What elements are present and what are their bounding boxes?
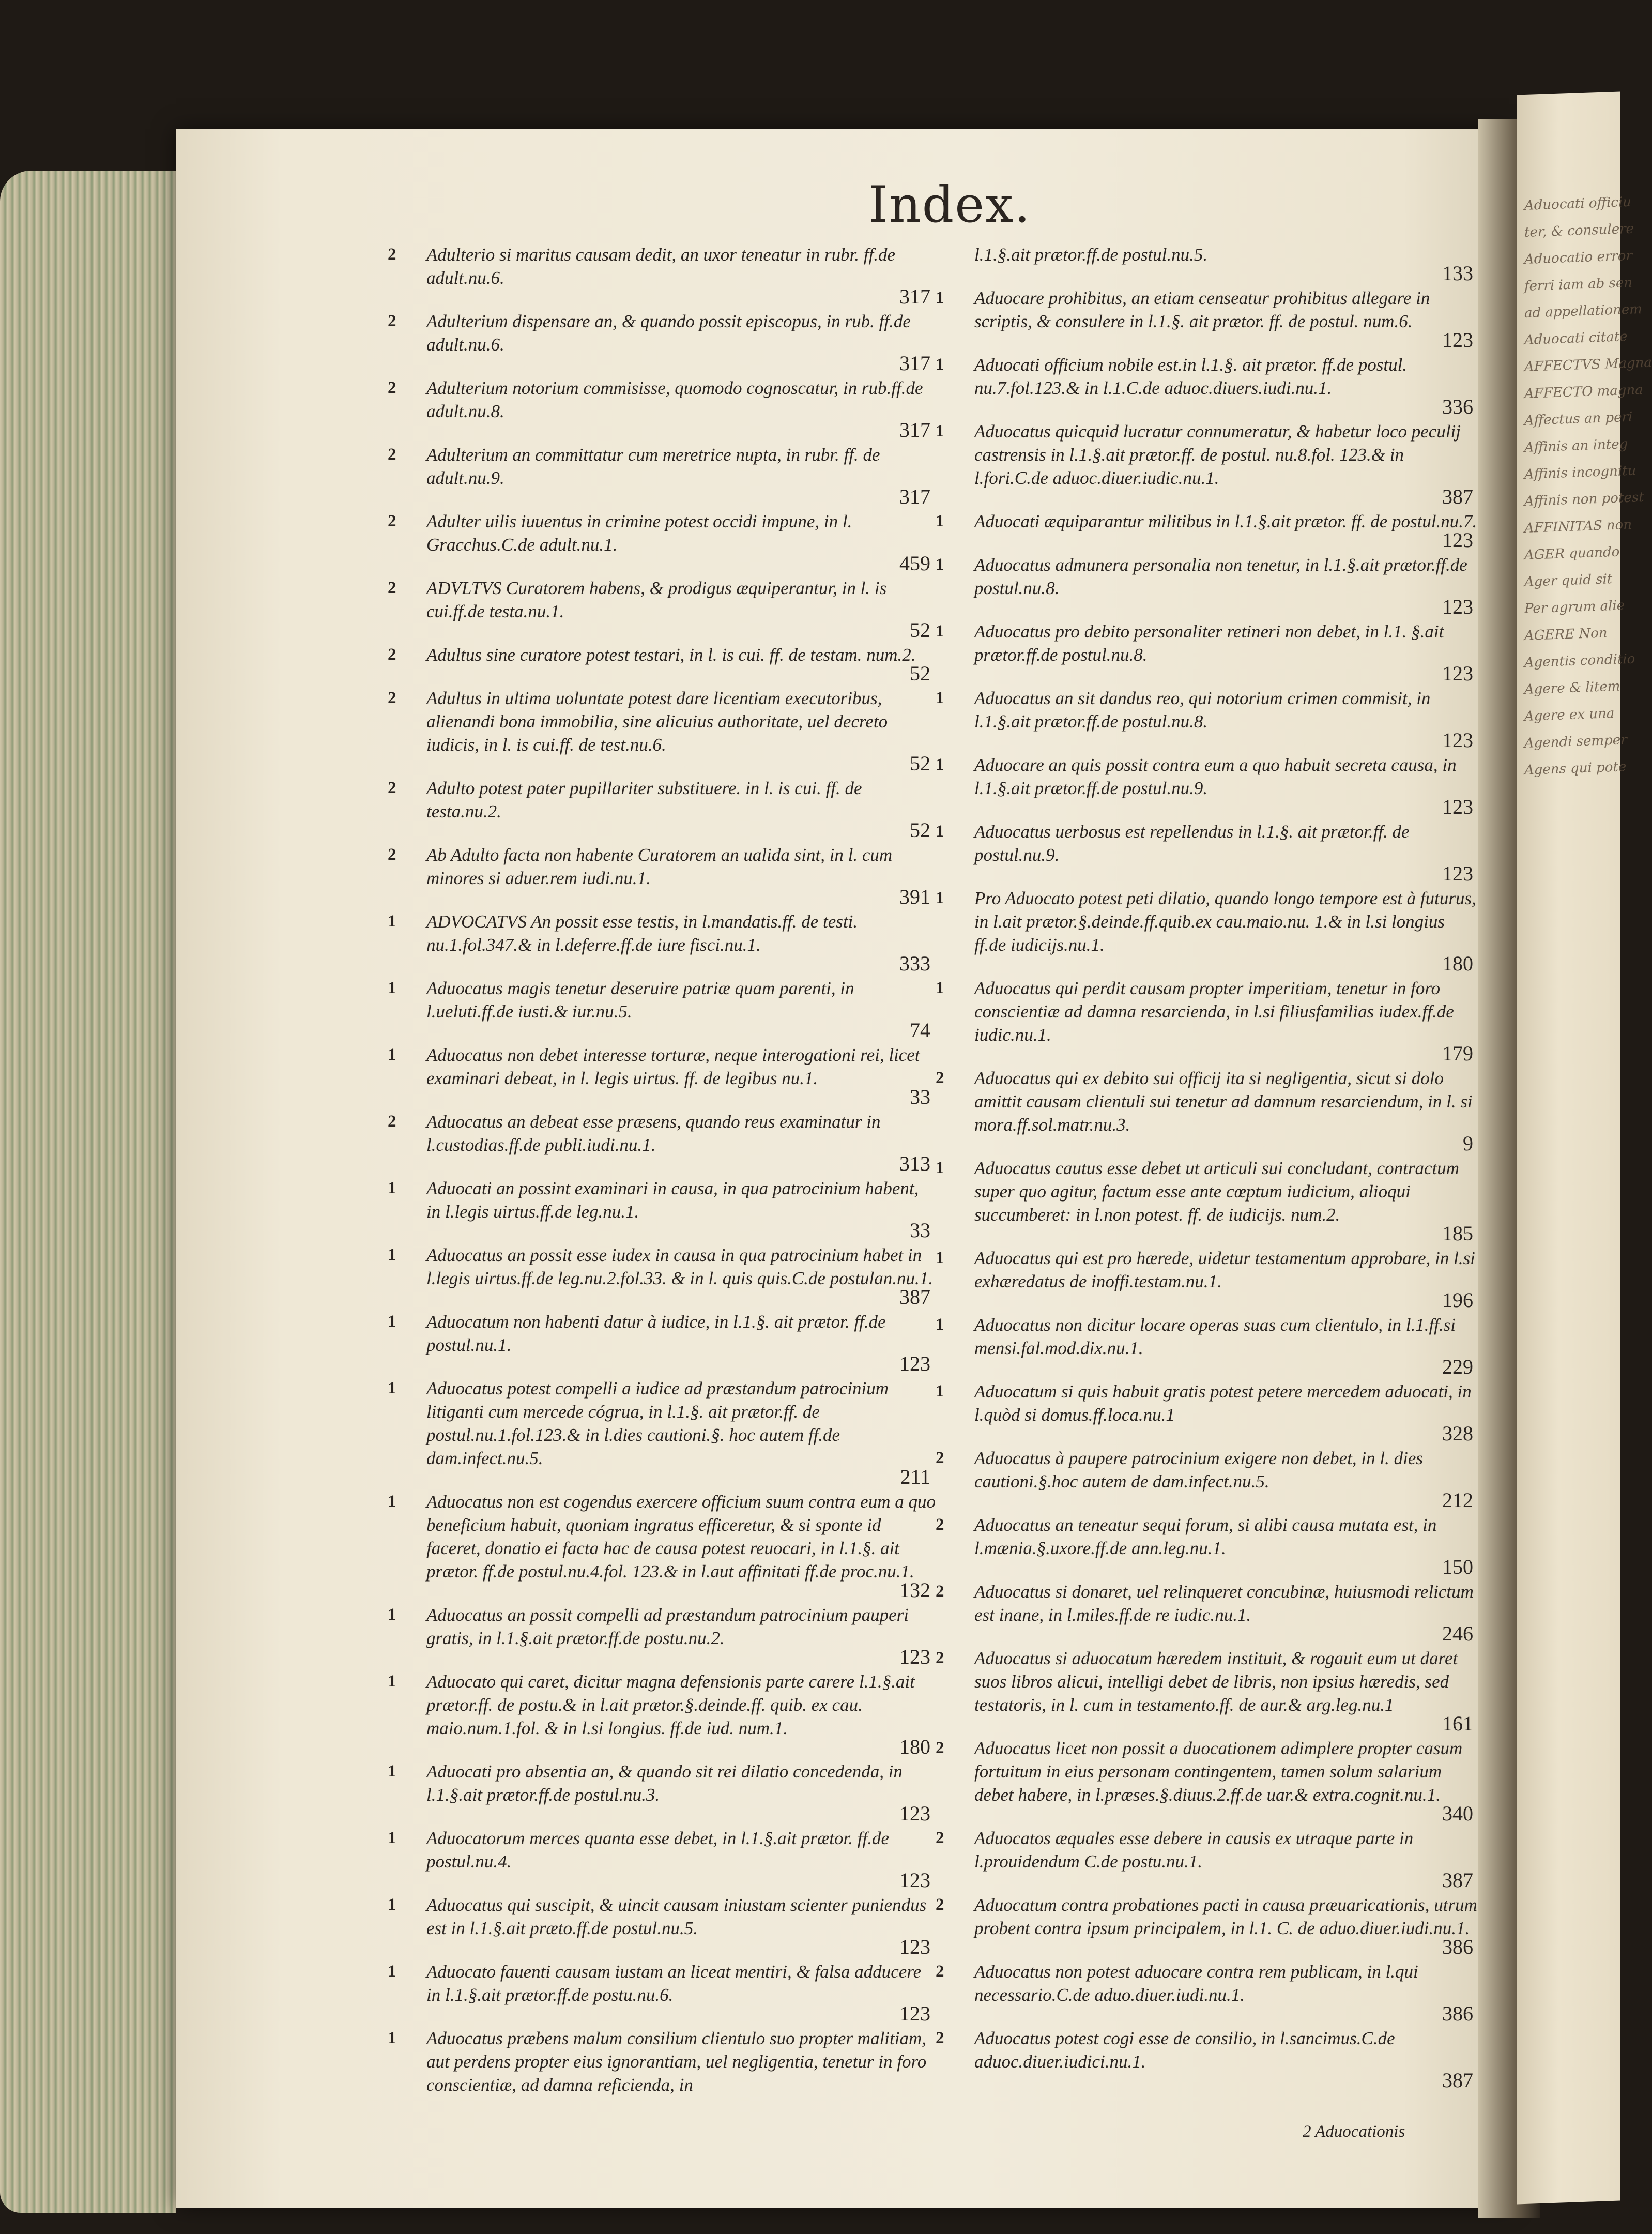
- entry-text: Aduocatus cautus esse debet ut articuli sui concludant, contractum super quo agitur, factum esse ante cœptum iudicium, alioqui succumberet: in l.non potest. ff. de iudicijs. num.2.: [974, 1158, 1460, 1225]
- entry-text: Aduocatus pro debito personaliter retineri non debet, in l.1. §.ait prætor.ff.de postul.nu.8.: [974, 621, 1444, 665]
- entry-page-number: 33: [910, 1219, 930, 1242]
- entry-page-number: 74: [910, 1019, 930, 1042]
- entry-text: Aduocatus si aduocatum hæredem instituit, & rogauit eum ut daret suos libros alicui, intelligi debet de libris, non ipsius hæredis, sed testatoris, in l. cum in testamento.ff. de aur.& arg.leg.nu.1: [974, 1648, 1458, 1715]
- entry-text: Aduocatus qui est pro hærede, uidetur testamentum approbare, in l.si exhæredatus de inoffi.testam.nu.1.: [974, 1248, 1475, 1291]
- entry-page-number: 246: [1442, 1622, 1473, 1645]
- index-entry: [936, 1893, 1483, 1957]
- entry-text: Adulterium an committatur cum meretrice nupta, in rubr. ff. de adult.nu.9.: [426, 445, 880, 488]
- index-entry: [936, 286, 1483, 351]
- index-entry: [936, 243, 1483, 284]
- right-column: [936, 243, 1483, 2093]
- entry-text: Aduocatus qui suscipit, & uincit causam iniustam scienter puniendus est in l.1.§.ait præto.ff.de postul.nu.5.: [426, 1895, 927, 1938]
- entry-text: Aduocatum si quis habuit gratis potest petere mercedem aduocati, in l.quòd si domus.ff.loca.nu.1: [974, 1381, 1472, 1425]
- entry-volume-mark: 1: [936, 1159, 944, 1177]
- entry-text: Aduocatus potest cogi esse de consilio, in l.sancimus.C.de aduoc.diuer.iudici.nu.1.: [974, 2028, 1395, 2072]
- entry-page-number: 387: [899, 1285, 930, 1309]
- index-entry: [936, 753, 1483, 817]
- index-entry: [388, 977, 941, 1041]
- index-entry: [936, 1447, 1483, 1511]
- entry-page-number: 133: [1442, 262, 1473, 285]
- entry-volume-mark: 2: [936, 1829, 944, 1847]
- entry-volume-mark: 1: [388, 1829, 396, 1847]
- index-entry: [936, 977, 1483, 1064]
- entry-text: Aduocatus qui ex debito sui officij ita si negligentia, sicut si dolo amittit causam clientuli sui tenetur ad damnum resarciendum, in l. si mora.ff.sol.matr.nu.3.: [974, 1068, 1473, 1135]
- entry-text: ADVOCATVS An possit esse testis, in l.mandatis.ff. de testi. nu.1.fol.347.& in l.deferre.ff.de iure fisci.nu.1.: [426, 911, 858, 955]
- index-entry: [936, 1827, 1483, 1891]
- entry-text: Ab Adulto facta non habente Curatorem an ualida sint, in l. cum minores si aduer.rem iudi.nu.1.: [426, 845, 893, 888]
- entry-text: Adultus sine curatore potest testari, in l. is cui. ff. de testam. num.2.: [426, 645, 916, 665]
- entry-text: Aduocatus quicquid lucratur connumeratur, & habetur loco peculij castrensis in l.1.§.ait prætor.ff. de postul. nu.8.fol. 123.& in l.fori.C.de aduoc.diuer.iudic.nu.1.: [974, 421, 1461, 488]
- index-entry: [388, 1960, 941, 2024]
- index-entry: [936, 620, 1483, 684]
- entry-volume-mark: 2: [388, 445, 396, 464]
- entry-volume-mark: 1: [388, 1895, 396, 1914]
- entry-volume-mark: 1: [936, 512, 944, 530]
- index-entry: [388, 1603, 941, 1667]
- entry-volume-mark: 2: [388, 645, 396, 664]
- index-entry: [388, 1827, 941, 1891]
- entry-page-number: 33: [910, 1085, 930, 1108]
- entry-page-number: 132: [899, 1578, 930, 1602]
- entry-text: Aduocatus an possit compelli ad præstandum patrocinium pauperi gratis, in l.1.§.ait prætor.ff.de postu.nu.2.: [426, 1605, 909, 1648]
- entry-page-number: 229: [1442, 1355, 1473, 1378]
- entry-page-number: 52: [910, 818, 930, 842]
- entry-text: Aduocato qui caret, dicitur magna defensionis parte carere l.1.§.ait prætor.ff. de postu.& in l.ait prætor.§.deinde.ff. quib. ex cau. maio.num.1.fol. & in l.si longius. ff.de iud. num.1.: [426, 1671, 915, 1738]
- entry-text: Adulter uilis iuuentus in crimine potest occidi impune, in l. Gracchus.C.de adult.nu.1.: [426, 511, 852, 555]
- entry-page-number: 317: [899, 352, 930, 375]
- entry-page-number: 123: [899, 1935, 930, 1958]
- entry-text: l.1.§.ait prætor.ff.de postul.nu.5.: [974, 245, 1208, 265]
- entry-page-number: 196: [1442, 1288, 1473, 1312]
- entry-text: Aduocati an possint examinari in causa, in qua patrocinium habent, in l.legis uirtus.ff.de leg.nu.1.: [426, 1178, 919, 1222]
- index-entry: [936, 1513, 1483, 1577]
- entry-text: Aduocatus à paupere patrocinium exigere non debet, in l. dies cautioni.§.hoc autem de dam.infect.nu.5.: [974, 1448, 1424, 1492]
- entry-page-number: 123: [899, 1802, 930, 1825]
- entry-volume-mark: 1: [936, 1315, 944, 1334]
- entry-volume-mark: 2: [388, 689, 396, 707]
- index-entry: [388, 643, 941, 684]
- entry-volume-mark: 1: [388, 1492, 396, 1511]
- entry-text: Adulterio si maritus causam dedit, an uxor teneatur in rubr. ff.de adult.nu.6.: [426, 245, 896, 288]
- index-entry: [388, 443, 941, 507]
- entry-text: Aduocatus præbens malum consilium clientulo suo propter malitiam, aut perdens propter eius ignorantiam, uel negligentia, tenetur in foro conscientiæ, ad damna reficienda, in: [426, 2028, 927, 2095]
- entry-page-number: 123: [1442, 595, 1473, 618]
- index-entry: [936, 1157, 1483, 1244]
- entry-volume-mark: 1: [388, 2029, 396, 2047]
- index-entry: [388, 243, 941, 307]
- entry-volume-mark: 1: [936, 979, 944, 997]
- entry-text: Aduocatus licet non possit a duocationem adimplere propter casum fortuitum in eius personam contingentem, tamen solum salarium debet habere, in l.præses.§.diuus.2.ff.de uar.& extra.cognit.nu.1.: [974, 1738, 1463, 1805]
- entry-volume-mark: 1: [936, 889, 944, 907]
- index-entry: [388, 777, 941, 841]
- entry-text: Adulterium dispensare an, & quando possit episcopus, in rub. ff.de adult.nu.6.: [426, 311, 911, 355]
- entry-volume-mark: 1: [936, 555, 944, 574]
- entry-volume-mark: 2: [936, 1649, 944, 1667]
- entry-volume-mark: 1: [936, 355, 944, 374]
- entry-page-number: 317: [899, 485, 930, 508]
- entry-volume-mark: 1: [936, 622, 944, 641]
- entry-volume-mark: 2: [388, 1112, 396, 1131]
- index-entry: [388, 843, 941, 907]
- index-entry: [936, 887, 1483, 974]
- index-entry: [388, 1893, 941, 1957]
- entry-volume-mark: 2: [936, 1449, 944, 1467]
- entry-text: Aduocatus non potest aduocare contra rem publicam, in l.qui necessario.C.de aduo.diuer.iudi.nu.1.: [974, 1962, 1418, 2005]
- entry-page-number: 333: [899, 952, 930, 975]
- entry-text: Aduocare prohibitus, an etiam censeatur prohibitus allegare in scriptis, & consulere in l.1.§. ait prætor. ff. de postul. num.6.: [974, 288, 1430, 331]
- index-entry: [388, 1490, 941, 1601]
- entry-text: Aduocatum non habenti datur à iudice, in l.1.§. ait prætor. ff.de postul.nu.1.: [426, 1312, 886, 1355]
- left-column: [388, 243, 941, 2096]
- entry-page-number: 52: [910, 618, 930, 642]
- index-entry: [936, 2027, 1483, 2091]
- entry-text: Aduocati æquiparantur militibus in l.1.§.ait prætor. ff. de postul.nu.7.: [974, 511, 1477, 531]
- index-entry: [936, 1247, 1483, 1311]
- entry-page-number: 123: [1442, 862, 1473, 885]
- entry-volume-mark: 1: [936, 689, 944, 707]
- entry-volume-mark: 1: [388, 1379, 396, 1397]
- index-entry: [388, 376, 941, 440]
- entry-volume-mark: 1: [936, 1382, 944, 1401]
- entry-text: Aduocatus an possit esse iudex in causa in qua patrocinium habet in l.legis uirtus.ff.de leg.nu.2.fol.33. & in l. quis quis.C.de postulan.nu.1.: [426, 1245, 934, 1288]
- entry-volume-mark: 2: [388, 245, 396, 264]
- index-entry: [388, 1177, 941, 1241]
- entry-volume-mark: 1: [936, 288, 944, 307]
- entry-text: Aduocatos æquales esse debere in causis ex utraque parte in l.prouidendum C.de postu.nu.1.: [974, 1828, 1414, 1872]
- entry-text: Aduocatus magis tenetur deseruire patriæ quam parenti, in l.ueluti.ff.de iusti.& iur.nu.5.: [426, 978, 854, 1022]
- entry-page-number: 123: [1442, 662, 1473, 685]
- entry-volume-mark: 1: [388, 1312, 396, 1331]
- entry-text: Pro Aduocato potest peti dilatio, quando longo tempore est à futurus, in l.ait prætor.§.deinde.ff.quib.ex cau.maio.nu. 1.& in l.si longius ff.de iudicijs.nu.1.: [974, 888, 1476, 955]
- entry-volume-mark: 1: [388, 979, 396, 997]
- index-entry: [388, 1310, 941, 1374]
- entry-volume-mark: 2: [388, 579, 396, 597]
- entry-page-number: 123: [899, 1352, 930, 1375]
- index-entry: [936, 1380, 1483, 1444]
- entry-volume-mark: 1: [936, 422, 944, 440]
- entry-volume-mark: 2: [936, 1962, 944, 1981]
- entry-text: Aduocatus an sit dandus reo, qui notorium crimen commisit, in l.1.§.ait prætor.ff.de postul.nu.8.: [974, 688, 1431, 732]
- entry-page-number: 211: [900, 1465, 930, 1488]
- index-entry: [388, 576, 941, 641]
- entry-page-number: 386: [1442, 2002, 1473, 2025]
- entry-text: Aduocatus non debet interesse torturæ, neque interogationi rei, licet examinari debeat, in l. legis uirtus. ff. de legibus nu.1.: [426, 1045, 920, 1088]
- entry-volume-mark: 2: [936, 1069, 944, 1087]
- entry-text: Aduocatus non est cogendus exercere officium suum contra eum a quo beneficium habuit, quoniam ingratus efficeretur, & si sponte id faceret, donatio ei facta hac de causa potest reuocari, in l.1.§. ait prætor. ff.de postul.nu.4.fol. 123.& in l.aut affinitati ff.de proc.nu.1.: [426, 1492, 936, 1582]
- entry-page-number: 123: [899, 2002, 930, 2025]
- entry-volume-mark: 2: [388, 779, 396, 797]
- entry-volume-mark: 2: [388, 378, 396, 397]
- entry-text: Aduocatus uerbosus est repellendus in l.1.§. ait prætor.ff. de postul.nu.9.: [974, 822, 1410, 865]
- entry-text: Aduocatus an teneatur sequi forum, si alibi causa mutata est, in l.mænia.§.uxore.ff.de ann.leg.nu.1.: [974, 1515, 1437, 1558]
- catchword: 2 Aduocationis: [1303, 2122, 1405, 2141]
- entry-text: Aduocato fauenti causam iustam an liceat mentiri, & falsa adducere in l.1.§.ait prætor.ff.de postu.nu.6.: [426, 1962, 922, 2005]
- index-entry: [388, 1243, 941, 1308]
- index-entry: [936, 1580, 1483, 1644]
- entry-text: Adulto potest pater pupillariter substituere. in l. is cui. ff. de testa.nu.2.: [426, 778, 862, 822]
- entry-page-number: 123: [1442, 795, 1473, 818]
- index-entry: [936, 687, 1483, 751]
- entry-page-number: 123: [899, 1645, 930, 1668]
- entry-text: Aduocatus admunera personalia non tenetur, in l.1.§.ait prætor.ff.de postul.nu.8.: [974, 555, 1467, 598]
- entry-text: Adultus in ultima uoluntate potest dare licentiam executoribus, alienandi bona immobilia, sine alicuius authoritate, uel decreto iudicis, in l. is cui.ff. de test.nu.6.: [426, 688, 888, 755]
- entry-page-number: 212: [1442, 1488, 1473, 1512]
- entry-page-number: 180: [899, 1735, 930, 1758]
- entry-volume-mark: 1: [936, 1249, 944, 1267]
- entry-page-number: 391: [899, 885, 930, 908]
- entry-page-number: 179: [1442, 1042, 1473, 1065]
- entry-page-number: 52: [910, 662, 930, 685]
- entry-page-number: 123: [1442, 328, 1473, 352]
- entry-text: Aduocatum contra probationes pacti in causa præuaricationis, utrum probent contra ipsum principalem, in l.1. C. de aduo.diuer.iudi.nu.1.: [974, 1895, 1477, 1938]
- entry-page-number: 161: [1442, 1712, 1473, 1735]
- page-title: Index.: [868, 176, 1031, 234]
- entry-volume-mark: 2: [936, 1895, 944, 1914]
- entry-volume-mark: 2: [388, 845, 396, 864]
- entry-volume-mark: 1: [388, 912, 396, 931]
- entry-text: Aduocati officium nobile est.in l.1.§. ait prætor. ff.de postul. nu.7.fol.123.& in l.1.C.de aduoc.diuers.iudi.nu.1.: [974, 355, 1408, 398]
- index-entry: [388, 1760, 941, 1824]
- entry-volume-mark: 2: [936, 1582, 944, 1601]
- index-entry: [936, 1737, 1483, 1824]
- entry-text: Adulterium notorium commisisse, quomodo cognoscatur, in rub.ff.de adult.nu.8.: [426, 378, 923, 421]
- entry-page-number: 340: [1442, 1802, 1473, 1825]
- entry-page-number: 123: [899, 1868, 930, 1892]
- entry-volume-mark: 2: [936, 1739, 944, 1757]
- entry-volume-mark: 1: [388, 1962, 396, 1981]
- index-entry: [388, 510, 941, 574]
- entry-volume-mark: 2: [388, 512, 396, 530]
- entry-page-number: 386: [1442, 1935, 1473, 1958]
- entry-text: Aduocare an quis possit contra eum a quo habuit secreta causa, in l.1.§.ait prætor.ff.de postul.nu.9.: [974, 755, 1457, 798]
- entry-text: Aduocatus si donaret, uel relinqueret concubinæ, huiusmodi relictum est inane, in l.miles.ff.de re iudic.nu.1.: [974, 1582, 1474, 1625]
- index-entry: [388, 687, 941, 774]
- entry-page-number: 180: [1442, 952, 1473, 975]
- entry-page-number: 150: [1442, 1555, 1473, 1578]
- entry-page-number: 459: [899, 552, 930, 575]
- entry-text: Aduocatus qui perdit causam propter imperitiam, tenetur in foro conscientiæ ad damna resarcienda, in l.si filiusfamilias iudex.ff.de iudic.nu.1.: [974, 978, 1454, 1045]
- entry-text: Aduocati pro absentia an, & quando sit rei dilatio concedenda, in l.1.§.ait prætor.ff.de postul.nu.3.: [426, 1761, 903, 1805]
- entry-text: Aduocatorum merces quanta esse debet, in l.1.§.ait prætor. ff.de postul.nu.4.: [426, 1828, 889, 1872]
- entry-volume-mark: 1: [936, 755, 944, 774]
- entry-page-number: 336: [1442, 395, 1473, 418]
- entry-text: Aduocatus an debeat esse præsens, quando reus examinatur in l.custodias.ff.de publi.iudi.nu.1.: [426, 1112, 881, 1155]
- entry-volume-mark: 1: [388, 1605, 396, 1624]
- entry-page-number: 387: [1442, 485, 1473, 508]
- entry-page-number: 387: [1442, 1868, 1473, 1892]
- entry-volume-mark: 1: [388, 1179, 396, 1197]
- index-entry: [388, 1043, 941, 1107]
- entry-page-number: 185: [1442, 1222, 1473, 1245]
- entry-volume-mark: 2: [936, 1515, 944, 1534]
- entry-text: Aduocatus non dicitur locare operas suas cum clientulo, in l.1.ff.si mensi.fal.mod.dix.nu.1.: [974, 1315, 1456, 1358]
- entry-volume-mark: 1: [388, 1762, 396, 1781]
- index-entry: [388, 910, 941, 974]
- entry-page-number: 313: [899, 1152, 930, 1175]
- index-entry: [388, 1110, 941, 1174]
- index-entry: [388, 1670, 941, 1757]
- index-entry: [388, 310, 941, 374]
- entry-text: Aduocatus potest compelli a iudice ad præstandum patrocinium litiganti cum mercede cógrua, in l.1.§. ait prætor.ff. de postul.nu.1.fol.123.& in l.dies cautioni.§. hoc autem ff.de dam.infect.nu.5.: [426, 1378, 889, 1468]
- index-entry: [936, 1313, 1483, 1377]
- index-entry: [936, 1067, 1483, 1154]
- entry-page-number: 123: [1442, 528, 1473, 552]
- entry-page-number: 317: [899, 418, 930, 442]
- index-entry: [936, 820, 1483, 884]
- index-entry: [388, 2027, 941, 2096]
- entry-volume-mark: 1: [388, 1672, 396, 1691]
- entry-volume-mark: 1: [388, 1045, 396, 1064]
- index-entry: [936, 553, 1483, 617]
- index-entry: [936, 1647, 1483, 1734]
- index-entry: [388, 1377, 941, 1487]
- entry-volume-mark: 1: [936, 822, 944, 841]
- index-entry: [936, 510, 1483, 551]
- entry-text: ADVLTVS Curatorem habens, & prodigus æquiperantur, in l. is cui.ff.de testa.nu.1.: [426, 578, 887, 621]
- entry-page-number: 328: [1442, 1422, 1473, 1445]
- book-fore-edge: [0, 171, 176, 2213]
- entry-page-number: 317: [899, 285, 930, 308]
- index-entry: [936, 420, 1483, 507]
- index-entry: [936, 1960, 1483, 2024]
- entry-page-number: 123: [1442, 728, 1473, 752]
- index-entry: [936, 353, 1483, 417]
- entry-page-number: 52: [910, 752, 930, 775]
- facing-page-edge: Aduocati officiu ter, & consulere Aduocatio error ferri iam ab sen ad appellationem Aduocati citate AFFECTVS Magna AFFECTO magna Affectus an peri Affinis an integ Affinis incognitu Affinis non potest AFFINITAS non AGER quando Ager quid sit Per agrum alie AGERE Non Agentis conditio Agere & litem Agere ex una Agendi semper Agens qui pote: [1517, 92, 1620, 2205]
- entry-volume-mark: 2: [936, 2029, 944, 2047]
- entry-volume-mark: 1: [388, 1245, 396, 1264]
- entry-page-number: 387: [1442, 2069, 1473, 2092]
- entry-page-number: 9: [1463, 1132, 1473, 1155]
- entry-volume-mark: 2: [388, 312, 396, 330]
